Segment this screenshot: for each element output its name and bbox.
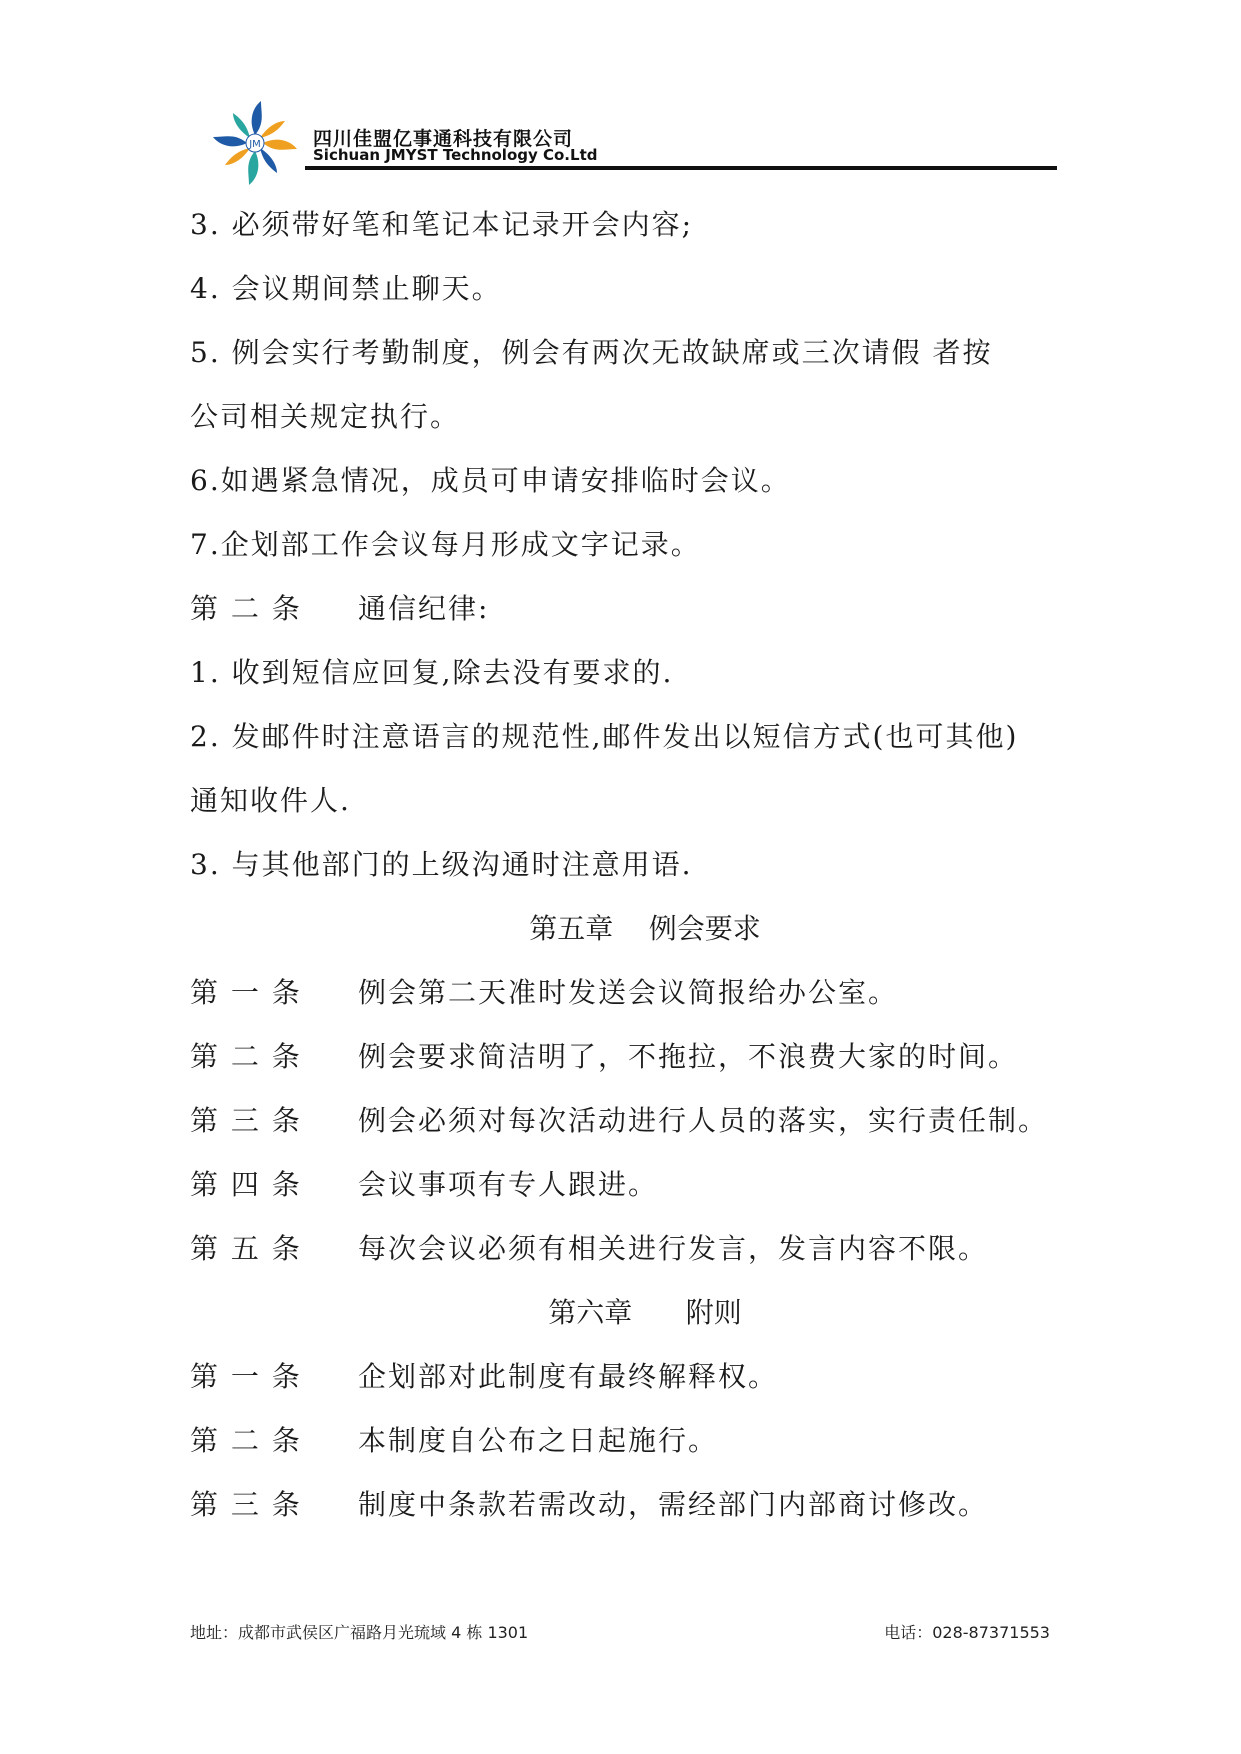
text-line: 4. 会议期间禁止聊天。	[190, 272, 502, 305]
article-text: 本制度自公布之日起施行。	[358, 1424, 719, 1457]
text-line: 公司相关规定执行。	[190, 400, 461, 433]
article-label: 第 二 条	[190, 1040, 302, 1073]
article-label: 第 三 条	[190, 1104, 302, 1137]
article-line	[190, 976, 1060, 1009]
article-text: 会议事项有专人跟进。	[358, 1168, 659, 1201]
article-text: 例会必须对每次活动进行人员的落实，实行责任制。	[358, 1104, 1049, 1137]
article-label: 第 五 条	[190, 1232, 302, 1265]
article-label: 第 四 条	[190, 1168, 302, 1201]
company-name-en: Sichuan JMYST Technology Co.Ltd	[313, 146, 598, 164]
chapter-heading: 第六章 附则	[548, 1296, 742, 1329]
company-name-cn: 四川佳盟亿事通科技有限公司	[313, 128, 574, 150]
chapter-heading: 第五章 例会要求	[529, 912, 761, 945]
page-header	[205, 98, 1055, 178]
text-line: 5. 例会实行考勤制度，例会有两次无故缺席或三次请假 者按	[190, 336, 993, 369]
article-line	[190, 1040, 1060, 1073]
text-line: 通知收件人.	[190, 784, 351, 817]
article-line	[190, 1488, 1060, 1521]
article-text: 例会第二天准时发送会议简报给办公室。	[358, 976, 899, 1009]
text-line: 6.如遇紧急情况，成员可申请安排临时会议。	[190, 464, 791, 497]
article-line	[190, 1104, 1060, 1137]
text-line: 7.企划部工作会议每月形成文字记录。	[190, 528, 701, 561]
company-logo-icon	[205, 98, 305, 188]
header-rule	[305, 166, 1057, 170]
text-line: 2. 发邮件时注意语言的规范性,邮件发出以短信方式(也可其他)	[190, 720, 1019, 753]
footer-phone: 电话：028-87371553	[884, 1623, 1050, 1642]
logo-text: JM	[249, 139, 261, 150]
article-label: 第 二 条	[190, 1424, 302, 1457]
article-label: 第 一 条	[190, 976, 302, 1009]
text-line: 1. 收到短信应回复,除去没有要求的.	[190, 656, 674, 689]
article-line	[190, 1168, 1060, 1201]
footer-address: 地址：成都市武侯区广福路月光琉域 4 栋 1301	[190, 1623, 529, 1642]
article-text: 制度中条款若需改动，需经部门内部商讨修改。	[358, 1488, 989, 1521]
article-label: 第 三 条	[190, 1488, 302, 1521]
article-line	[190, 592, 1060, 625]
article-line	[190, 1360, 1060, 1393]
article-text: 每次会议必须有相关进行发言，发言内容不限。	[358, 1232, 989, 1265]
text-line: 3. 必须带好笔和笔记本记录开会内容;	[190, 208, 694, 241]
article-line	[190, 1232, 1060, 1265]
article-text: 企划部对此制度有最终解释权。	[358, 1360, 779, 1393]
article-text: 通信纪律:	[358, 592, 490, 625]
article-label: 第 二 条	[190, 592, 302, 625]
document-body	[190, 208, 1060, 1552]
article-text: 例会要求简洁明了，不拖拉，不浪费大家的时间。	[358, 1040, 1019, 1073]
text-line: 3. 与其他部门的上级沟通时注意用语.	[190, 848, 693, 881]
article-line	[190, 1424, 1060, 1457]
article-label: 第 一 条	[190, 1360, 302, 1393]
